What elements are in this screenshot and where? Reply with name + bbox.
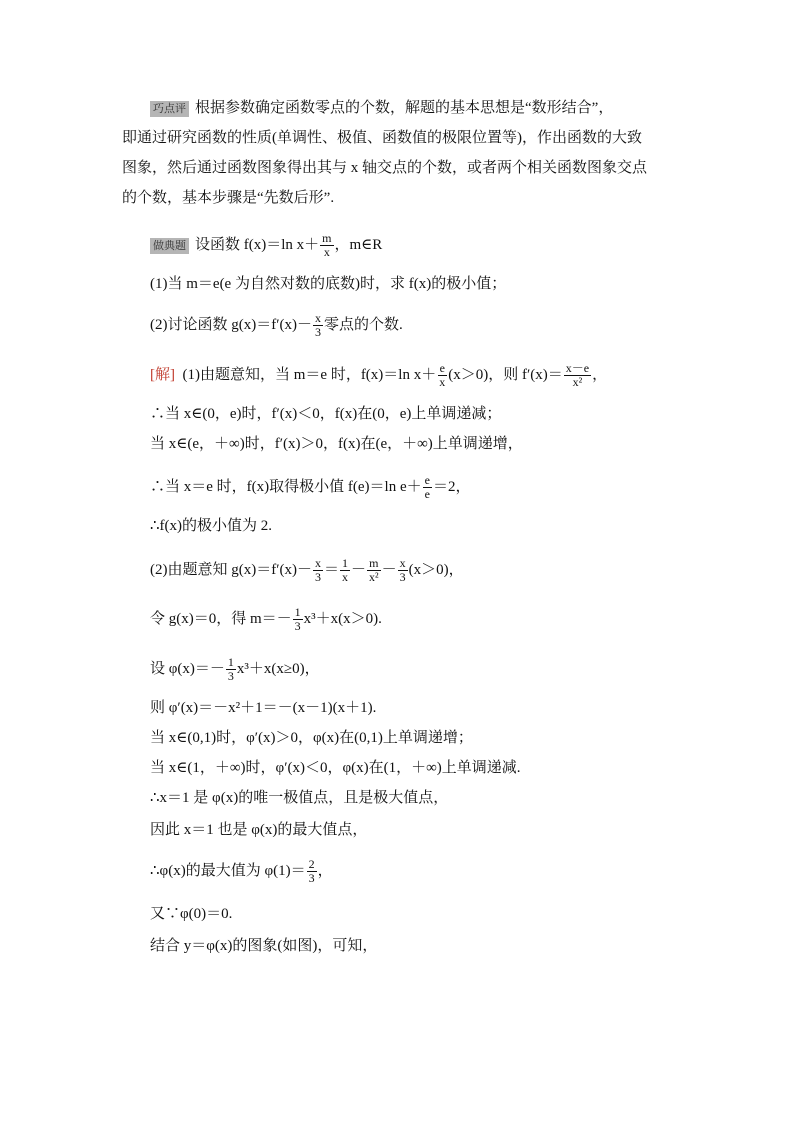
solution-line-10: 当 x∈(0,1)时，φ′(x)＞0，φ(x)在(0,1)上单调递增； bbox=[150, 730, 473, 746]
solution-line-14: ∴φ(x)的最大值为 φ(1)＝ $\frac{2}{3}$ ， bbox=[150, 857, 333, 885]
fraction: $\frac{e}{x}$ bbox=[439, 361, 446, 389]
solution-line-5: ∴f(x)的极小值为 2. bbox=[150, 518, 273, 534]
solution-line-6: (2)由题意知 g(x)＝f′(x)－ $\frac{x}{3}$ ＝ $\frac{1}{x}$ － $\frac{m}{\text{x²}}$ － $\frac{x}{3}$ (x＞0)， bbox=[150, 556, 464, 584]
fraction: $\frac{x-e}{\text{x²}}$ bbox=[565, 361, 590, 389]
solution-line-4: ∴当 x＝e 时，f(x)取得极小值 f(e)＝ln e＋ $\frac{e}{e}$ ＝2， bbox=[150, 473, 471, 501]
fraction: $\frac{1}{3}$ bbox=[294, 605, 301, 633]
solution-line-2: ∴当 x∈(0，e)时，f′(x)＜0，f(x)在(0，e)上单调递减； bbox=[150, 406, 502, 422]
comment-line-1: 巧点评 根据参数确定函数零点的个数，解题的基本思想是“数形结合”， bbox=[150, 98, 613, 118]
fraction: $\frac{x}{3}$ bbox=[399, 556, 406, 584]
comment-line-2: 即通过研究函数的性质(单调性、极值、函数值的极限位置等)，作出函数的大致 bbox=[122, 130, 642, 146]
fraction: $\frac{1}{3}$ bbox=[227, 655, 234, 683]
solution-line-8: 设 φ(x)＝－ $\frac{1}{3}$ x³＋x(x≥0)， bbox=[150, 655, 320, 683]
comment-line-3: 图象，然后通过函数图象得出其与 x 轴交点的个数，或者两个相关函数图象交点 bbox=[122, 160, 648, 176]
question-2: (2)讨论函数 g(x)＝f′(x)－ $\frac{x}{3}$ 零点的个数. bbox=[150, 311, 403, 339]
fraction: $\frac{m}{\text{x²}}$ bbox=[369, 556, 379, 584]
solution-line-9: 则 φ′(x)＝－x²＋1＝－(x－1)(x＋1). bbox=[150, 700, 377, 716]
solution-line-13: 因此 x＝1 也是 φ(x)的最大值点， bbox=[150, 822, 368, 838]
fraction: $\frac{e}{e}$ bbox=[424, 473, 430, 501]
solution-line-3: 当 x∈(e，＋∞)时，f′(x)＞0，f(x)在(e，＋∞)上单调递增， bbox=[150, 436, 523, 452]
solution-line-7: 令 g(x)＝0，得 m＝－ $\frac{1}{3}$ x³＋x(x＞0). bbox=[150, 605, 382, 633]
comment-badge: 巧点评 bbox=[150, 101, 189, 117]
solution-line-15: 又∵φ(0)＝0. bbox=[150, 906, 233, 922]
solution-line-11: 当 x∈(1，＋∞)时，φ′(x)＜0，φ(x)在(1，＋∞)上单调递减. bbox=[150, 760, 521, 776]
fraction: $\frac{1}{x}$ bbox=[342, 556, 349, 584]
fraction: $\frac{m}{x}$ bbox=[322, 231, 332, 259]
question-1: (1)当 m＝e(e 为自然对数的底数)时，求 f(x)的极小值； bbox=[150, 276, 507, 292]
comment-line-4: 的个数，基本步骤是“先数后形”. bbox=[122, 190, 335, 206]
fraction: $\frac{x}{3}$ bbox=[315, 556, 321, 584]
solution-tag: [解] bbox=[150, 366, 175, 383]
problem-badge: 做典题 bbox=[150, 238, 189, 254]
fraction: $\frac{2}{3}$ bbox=[308, 857, 315, 885]
solution-line-16: 结合 y＝φ(x)的图象(如图)，可知， bbox=[150, 938, 378, 954]
solution-line-1: [解] (1)由题意知，当 m＝e 时，f(x)＝ln x＋ $\frac{e}{x}$ (x＞0)，则 f′(x)＝ $\frac{x-e}{\text{x²}}$ ， bbox=[150, 361, 608, 389]
problem-intro: 做典题 设函数 f(x)＝ln x＋ $\frac{m}{x}$ ，m∈R bbox=[150, 232, 382, 259]
solution-line-12: ∴x＝1 是 φ(x)的唯一极值点，且是极大值点， bbox=[150, 790, 449, 806]
fraction: $\frac{x}{3}$ bbox=[315, 311, 321, 339]
